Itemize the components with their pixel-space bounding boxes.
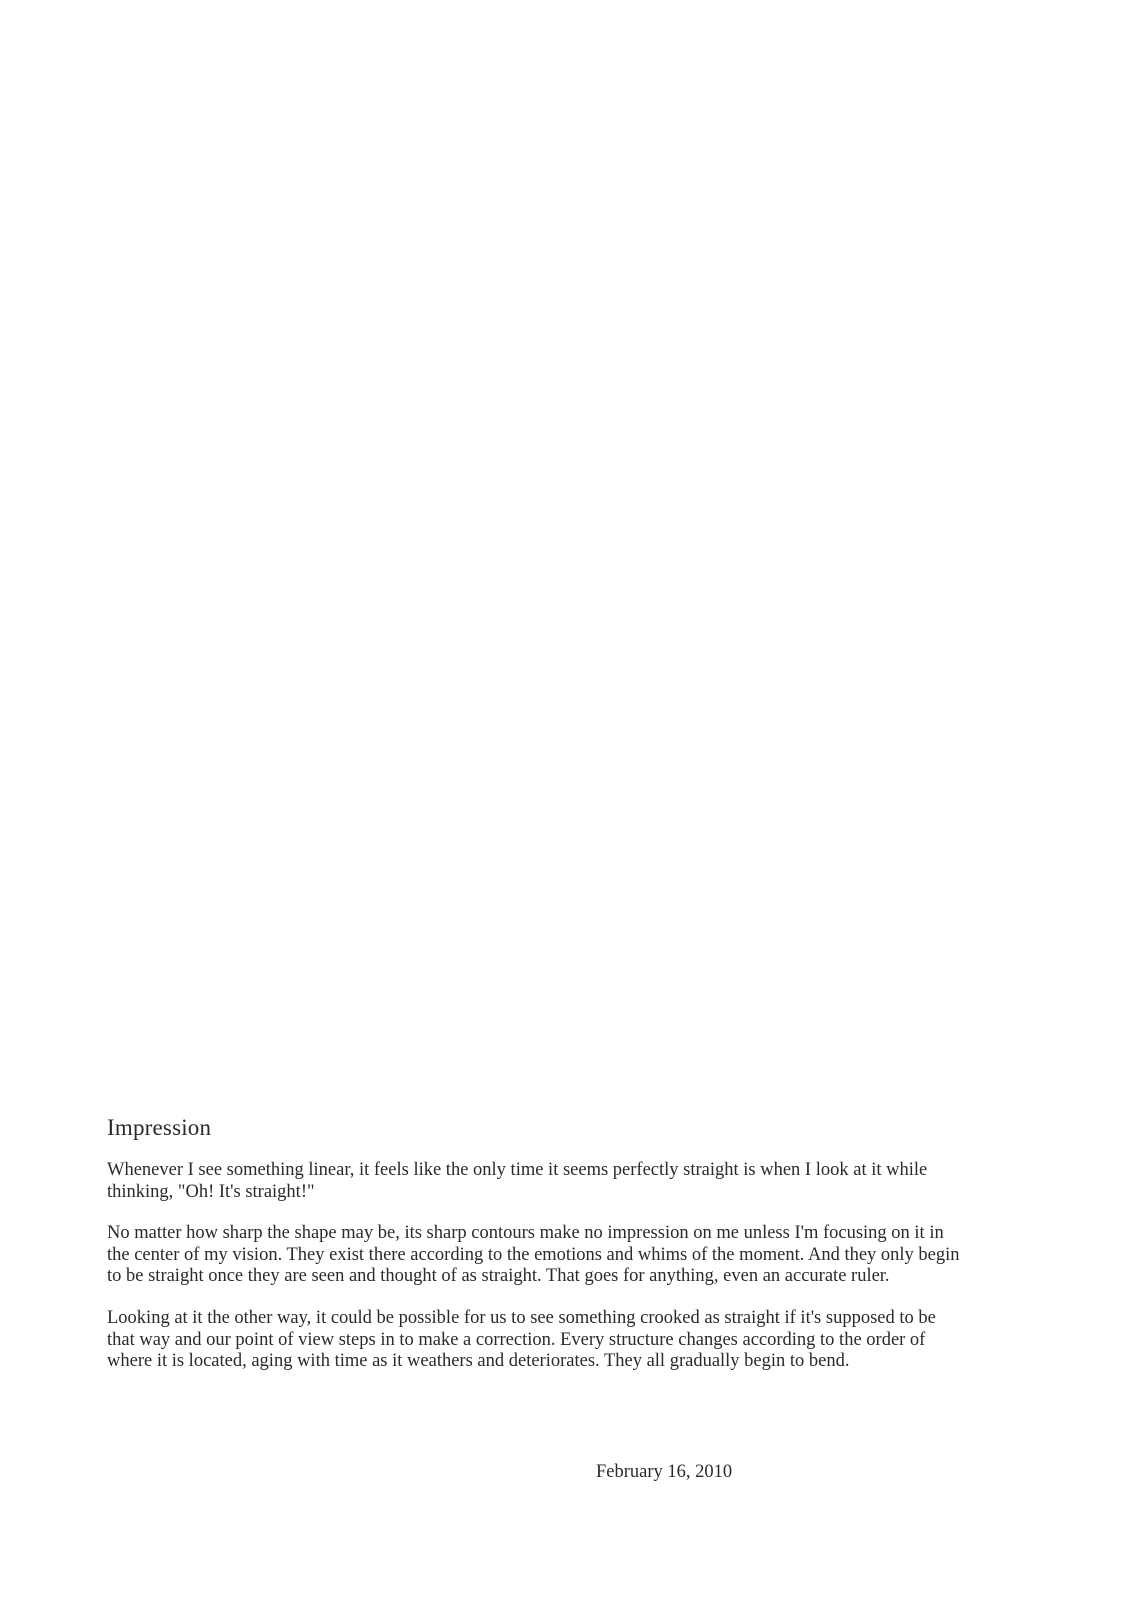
essay-date: February 16, 2010 (596, 1462, 733, 1482)
essay-paragraph: No matter how sharp the shape may be, its sharp contours make no impression on me unless I'm focusing on it in the center of my vision. They exist there according to the emotions and whims of the moment. And they only begin to be straight once they are seen and thought of as straight. That goes for anything, even an accurate ruler. (107, 1223, 960, 1287)
essay-paragraph: Looking at it the other way, it could be possible for us to see something crooked as straight if it's supposed to be that way and our point of view steps in to make a correction. Every structure changes according to the order of where it is located, aging with time as it weathers and deteriorates. They all gradually begin to bend. (107, 1307, 936, 1372)
essay-paragraph: Whenever I see something linear, it feels like the only time it seems perfectly straight is when I look at it while thinking, "Oh! It's straight!" (107, 1160, 928, 1202)
essay-title: Impression (107, 1115, 212, 1140)
essay-body (107, 1114, 967, 1393)
